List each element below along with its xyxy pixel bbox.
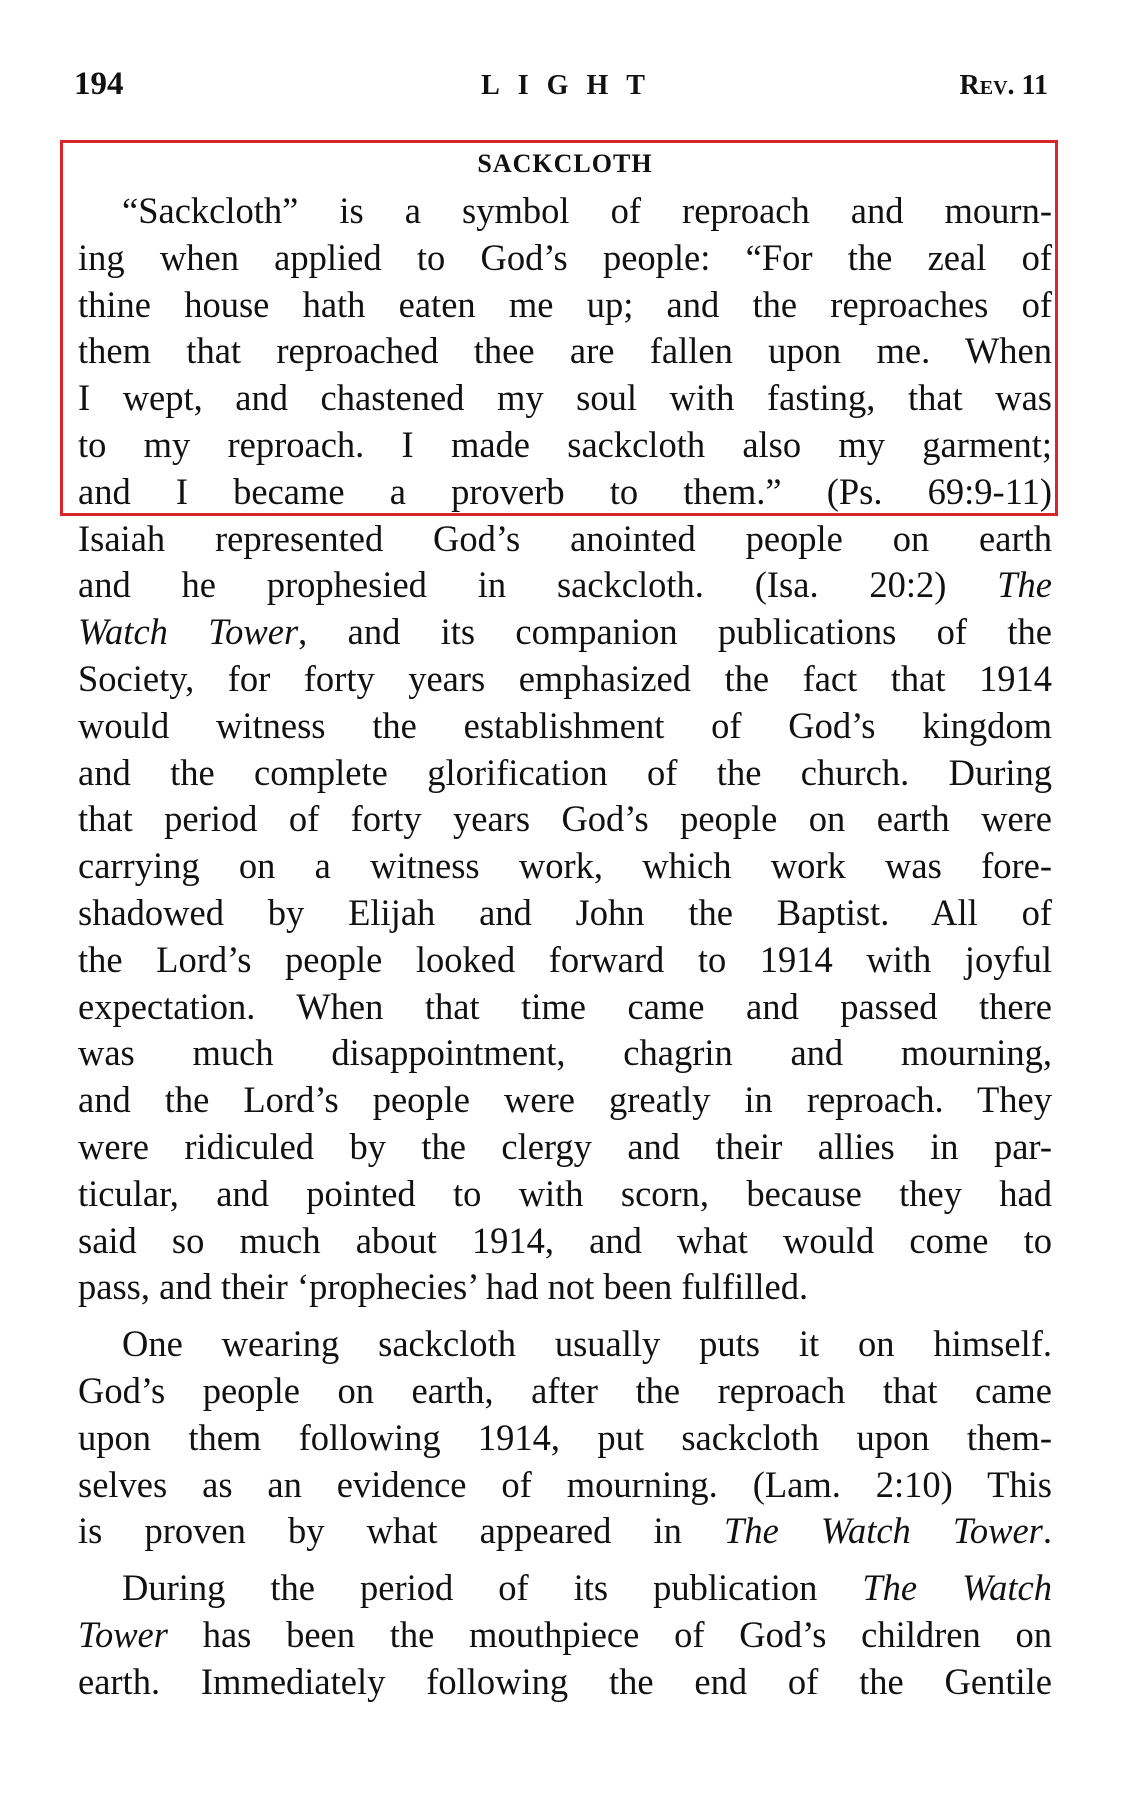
text-line: said so much about 1914, and what would come to	[78, 1219, 1052, 1261]
text-line: pass, and their ‘prophecies’ had not been fulfilled.	[78, 1266, 809, 1308]
italic-title: The Watch	[862, 1567, 1052, 1609]
text-column	[78, 144, 1052, 1706]
text-line: ticular, and pointed to with scorn, because they had	[78, 1172, 1052, 1214]
text-line-mixed	[78, 1565, 1052, 1612]
text-segment: , and its companion publications of the	[298, 611, 1052, 653]
text-line: that period of forty years God’s people on earth were	[78, 798, 1052, 840]
text-line: would witness the establishment of God’s kingdom	[78, 704, 1052, 746]
text-line: “Sackcloth” is a symbol of reproach and mourn-	[122, 190, 1052, 231]
text-segment: has been the mouthpiece of God’s children on	[167, 1613, 1052, 1655]
text-segment: .	[1042, 1510, 1052, 1552]
text-line: carrying on a witness work, which work was fore-	[78, 845, 1052, 887]
text-line: thine house hath eaten me up; and the reproaches of	[78, 283, 1052, 325]
text-line: to my reproach. I made sackcloth also my garment;	[78, 423, 1052, 465]
text-line: One wearing sackcloth usually puts it on himself.	[122, 1323, 1052, 1365]
text-line-mixed	[78, 609, 1052, 656]
text-line: upon them following 1914, put sackcloth upon them-	[78, 1416, 1052, 1458]
text-line: selves as an evidence of mourning. (Lam. 2:10) This	[78, 1463, 1052, 1505]
chapter-reference: Rev. 11	[959, 70, 1048, 101]
text-line-mixed	[78, 1612, 1052, 1659]
text-line: and the Lord’s people were greatly in reproach. They	[78, 1079, 1052, 1121]
text-line: ing when applied to God’s people: “For the zeal of	[78, 236, 1052, 278]
text-line: expectation. When that time came and passed there	[78, 985, 1052, 1027]
text-line: them that reproached thee are fallen upon me. When	[78, 330, 1052, 372]
text-line: was much disappointment, chagrin and mourning,	[78, 1032, 1052, 1074]
running-head	[74, 66, 1052, 110]
text-segment: and he prophesied in sackcloth. (Isa. 20:2)	[78, 564, 998, 606]
text-line: and the complete glorification of the church. During	[78, 751, 1052, 793]
text-line: earth. Immediately following the end of the Gentile	[78, 1660, 1052, 1702]
text-line: God’s people on earth, after the reproach that came	[78, 1369, 1052, 1411]
italic-title: Watch Tower	[78, 611, 299, 653]
text-segment: is proven by what appeared in	[78, 1510, 725, 1552]
text-line: I wept, and chastened my soul with fasting, that was	[78, 377, 1052, 419]
text-line: the Lord’s people looked forward to 1914 with joyful	[78, 938, 1052, 980]
text-line: were ridiculed by the clergy and their allies in par-	[78, 1125, 1052, 1167]
text-line: shadowed by Elijah and John the Baptist. All of	[78, 891, 1052, 933]
text-segment: During the period of its publication	[122, 1567, 863, 1609]
italic-title: The Watch Tower	[724, 1510, 1043, 1552]
text-line: Isaiah represented God’s anointed people on earth	[78, 517, 1052, 559]
running-title: LIGHT	[481, 70, 663, 101]
italic-title: The	[997, 564, 1052, 606]
paragraph-3	[78, 1565, 1052, 1705]
italic-title: Tower	[78, 1613, 168, 1655]
paragraph-1	[78, 188, 1052, 1311]
text-line-mixed	[78, 562, 1052, 609]
text-line: Society, for forty years emphasized the fact that 1914	[78, 657, 1052, 699]
page-number: 194	[74, 66, 124, 102]
paragraph-2	[78, 1321, 1052, 1555]
text-line: and I became a proverb to them.” (Ps. 69:9-11)	[78, 470, 1052, 512]
text-line-mixed	[78, 1508, 1052, 1555]
section-heading: SACKCLOTH	[477, 149, 653, 178]
